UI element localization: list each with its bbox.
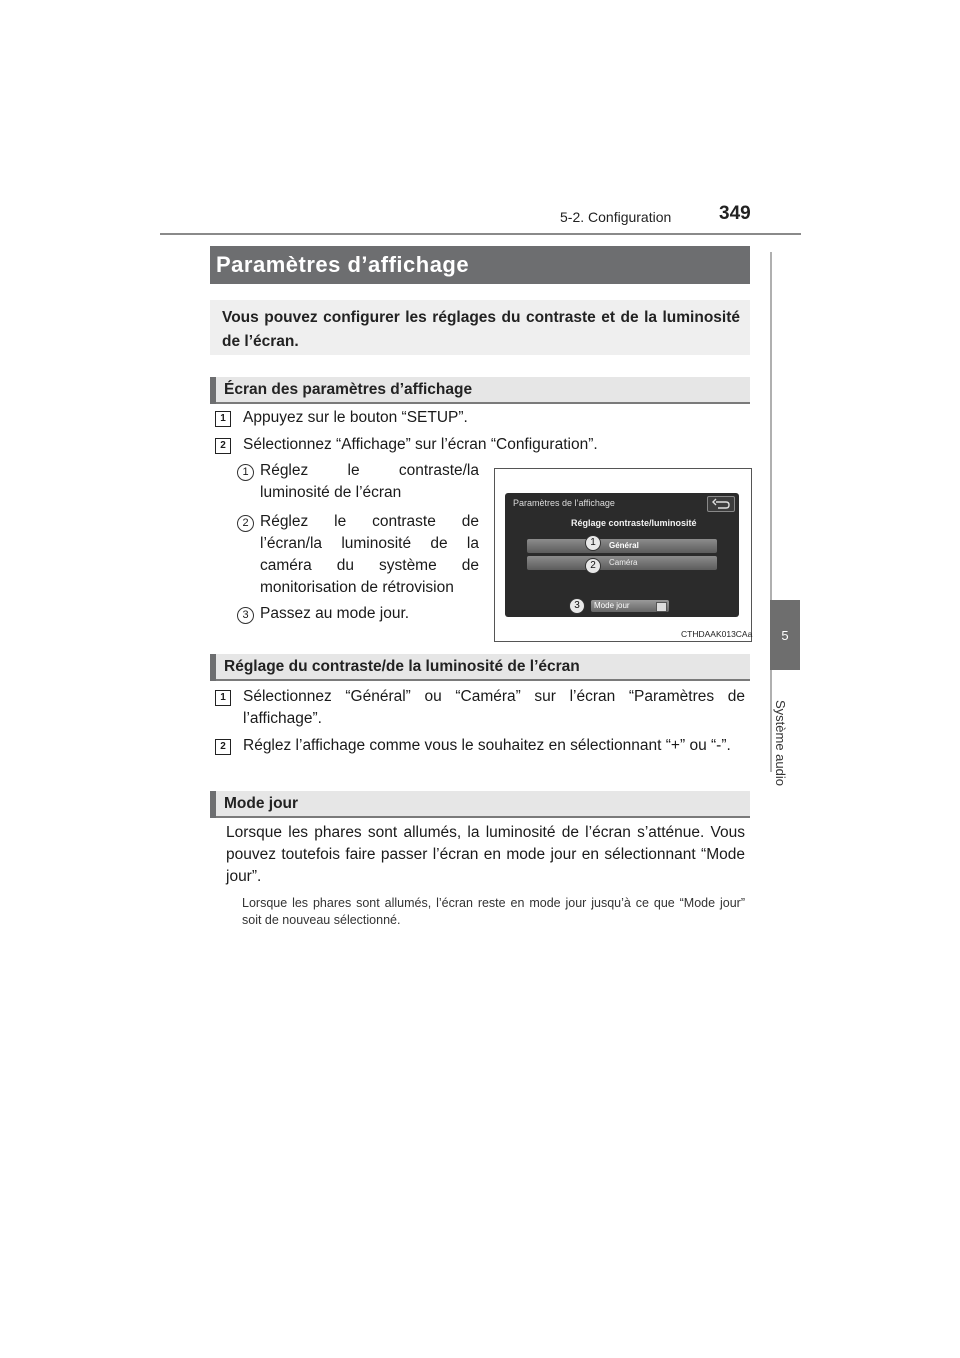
section-title: Écran des paramètres d’affichage <box>224 381 473 398</box>
chapter-label: Système audio <box>773 700 788 786</box>
general-label: Général <box>609 541 639 550</box>
step-number: 1 <box>215 411 231 427</box>
step-text: Réglez l’affichage comme vous le souhaitez en sélectionnant “+” ou “-”. <box>243 737 731 754</box>
page-title: Paramètres d’affichage <box>216 252 470 277</box>
step-number: 1 <box>215 690 231 706</box>
screen-subtitle: Réglage contraste/luminosité <box>571 518 697 528</box>
callout-text: Réglez le contraste de l’écran/la luminosité de la caméra du système de monitorisation de rétrovision <box>260 513 479 596</box>
header-rule <box>160 233 801 235</box>
camera-label: Caméra <box>609 558 638 567</box>
step-number: 2 <box>215 739 231 755</box>
checkbox-icon <box>656 602 667 612</box>
callout-number: 3 <box>237 607 254 624</box>
screen-illustration <box>494 468 752 642</box>
section-title: Réglage du contraste/de la luminosité de l’écran <box>224 658 580 675</box>
chapter-number: 5 <box>781 628 789 643</box>
screen-title: Paramètres de l’affichage <box>513 498 615 508</box>
step-text: Sélectionnez “Général” ou “Caméra” sur l’écran “Paramètres de l’affichage”. <box>243 688 745 727</box>
callout-number: 1 <box>237 464 254 481</box>
marker-1: 1 <box>585 535 601 551</box>
intro-text: Vous pouvez configurer les réglages du contraste et de la luminosité de l’écran. <box>222 309 740 350</box>
mode-jour-body: Lorsque les phares sont allumés, la luminosité de l’écran s’atténue. Vous pouvez toutefois faire passer l’écran en mode jour en sélectionnant “Mode jour”. <box>226 824 745 885</box>
mode-jour-note: Lorsque les phares sont allumés, l’écran reste en mode jour jusqu’à ce que “Mode jour” soit de nouveau sélectionné. <box>242 896 745 927</box>
callout-number: 2 <box>237 515 254 532</box>
display-screen <box>505 493 739 617</box>
section-marker <box>210 377 216 404</box>
step-text: Sélectionnez “Affichage” sur l’écran “Configuration”. <box>243 436 598 453</box>
page-number: 349 <box>719 203 751 224</box>
callout-text: Passez au mode jour. <box>260 605 410 622</box>
mode-jour-label: Mode jour <box>594 601 630 610</box>
figure-code: CTHDAAK013CAa <box>681 629 753 639</box>
section-heading: 5-2. Configuration <box>560 209 672 225</box>
section-marker <box>210 791 216 818</box>
step-text: Appuyez sur le bouton “SETUP”. <box>243 409 468 426</box>
callout-text: Réglez le contraste/la luminosité de l’écran <box>260 462 479 501</box>
back-icon <box>707 496 735 512</box>
marker-3: 3 <box>569 598 585 614</box>
section-marker <box>210 654 216 681</box>
section-title: Mode jour <box>224 795 299 812</box>
marker-2: 2 <box>585 558 601 574</box>
step-number: 2 <box>215 438 231 454</box>
side-rule <box>770 252 772 772</box>
